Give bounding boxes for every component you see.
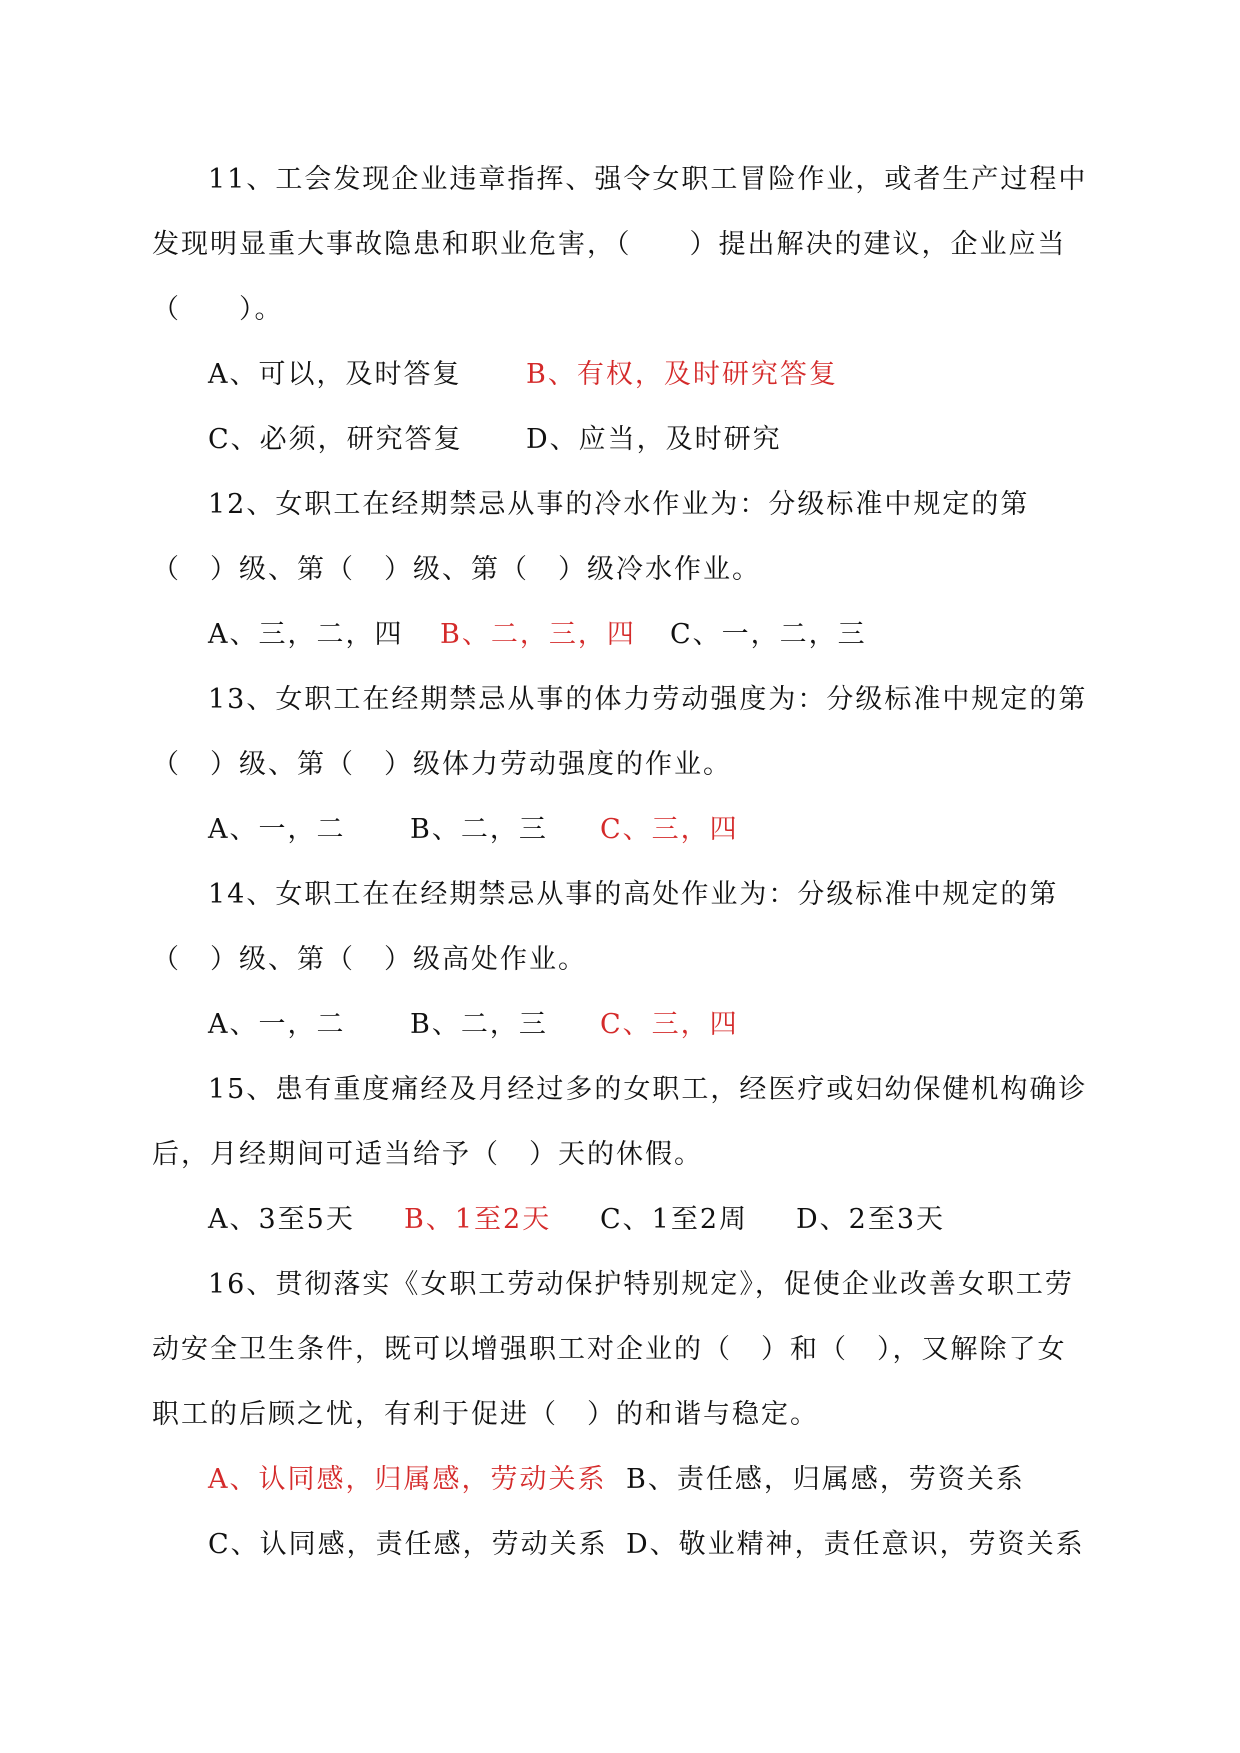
q15-line-2: 后，月经期间可适当给予（ ）天的休假。 <box>152 1139 703 1170</box>
q13-option-a: A、一，二 <box>208 814 346 845</box>
q12-line-1: 12、女职工在经期禁忌从事的冷水作业为：分级标准中规定的第 <box>208 489 1030 520</box>
q12-line-2: （ ）级、第（ ）级、第（ ）级冷水作业。 <box>152 554 761 585</box>
q14-option-c-answer: C、三，四 <box>600 1009 739 1040</box>
q13-line-1: 13、女职工在经期禁忌从事的体力劳动强度为：分级标准中规定的第 <box>208 684 1088 715</box>
q12-option-b-answer: B、二，三，四 <box>440 619 636 650</box>
q12-option-c: C、一，二，三 <box>670 619 867 650</box>
q16-line-3: 职工的后顾之忧，有利于促进（ ）的和谐与稳定。 <box>152 1399 819 1430</box>
q16-option-a-answer: A、认同感，归属感，劳动关系 <box>208 1464 607 1495</box>
q11-options-row-1 <box>208 355 1108 395</box>
q13-options-row-1 <box>208 810 1108 850</box>
q15-option-d: D、2至3天 <box>796 1204 946 1235</box>
q15-options-row-1 <box>208 1200 1108 1240</box>
q11-line-3: （ ）。 <box>152 294 284 325</box>
q15-line-1: 15、患有重度痛经及月经过多的女职工，经医疗或妇幼保健机构确诊 <box>208 1074 1088 1105</box>
q13-line-2: （ ）级、第（ ）级体力劳动强度的作业。 <box>152 749 732 780</box>
q16-option-b: B、责任感，归属感，劳资关系 <box>626 1464 1025 1495</box>
q11-options-row-2 <box>208 420 1108 460</box>
q13-option-b: B、二，三 <box>410 814 548 845</box>
q15-option-a: A、3至5天 <box>208 1204 355 1235</box>
q16-options-row-1 <box>208 1460 1108 1500</box>
q11-option-d: D、应当，及时研究 <box>526 424 782 455</box>
q11-line-2: 发现明显重大事故隐患和职业危害，（ ）提出解决的建议，企业应当 <box>152 229 1067 260</box>
q14-options-row-1 <box>208 1005 1108 1045</box>
q16-line-2: 动安全卫生条件，既可以增强职工对企业的（ ）和（ ），又解除了女 <box>152 1334 1067 1365</box>
q12-option-a: A、三，二，四 <box>208 619 404 650</box>
q11-option-b-answer: B、有权，及时研究答复 <box>526 359 838 390</box>
q14-line-2: （ ）级、第（ ）级高处作业。 <box>152 944 587 975</box>
q16-line-1: 16、贯彻落实《女职工劳动保护特别规定》，促使企业改善女职工劳 <box>208 1269 1074 1300</box>
q14-line-1: 14、女职工在在经期禁忌从事的高处作业为：分级标准中规定的第 <box>208 879 1059 910</box>
q12-options-row-1 <box>208 615 1108 655</box>
q16-options-row-2 <box>208 1525 1108 1565</box>
q16-option-d: D、敬业精神，责任意识，劳资关系 <box>626 1529 1085 1560</box>
q11-option-c: C、必须，研究答复 <box>208 424 463 455</box>
q11-option-a: A、可以，及时答复 <box>208 359 462 390</box>
q14-option-b: B、二，三 <box>410 1009 548 1040</box>
q11-line-1: 11、工会发现企业违章指挥、强令女职工冒险作业，或者生产过程中 <box>208 164 1088 195</box>
q14-option-a: A、一，二 <box>208 1009 346 1040</box>
q13-option-c-answer: C、三，四 <box>600 814 739 845</box>
q16-option-c: C、认同感，责任感，劳动关系 <box>208 1529 608 1560</box>
q15-option-b-answer: B、1至2天 <box>404 1204 552 1235</box>
q15-option-c: C、1至2周 <box>600 1204 749 1235</box>
